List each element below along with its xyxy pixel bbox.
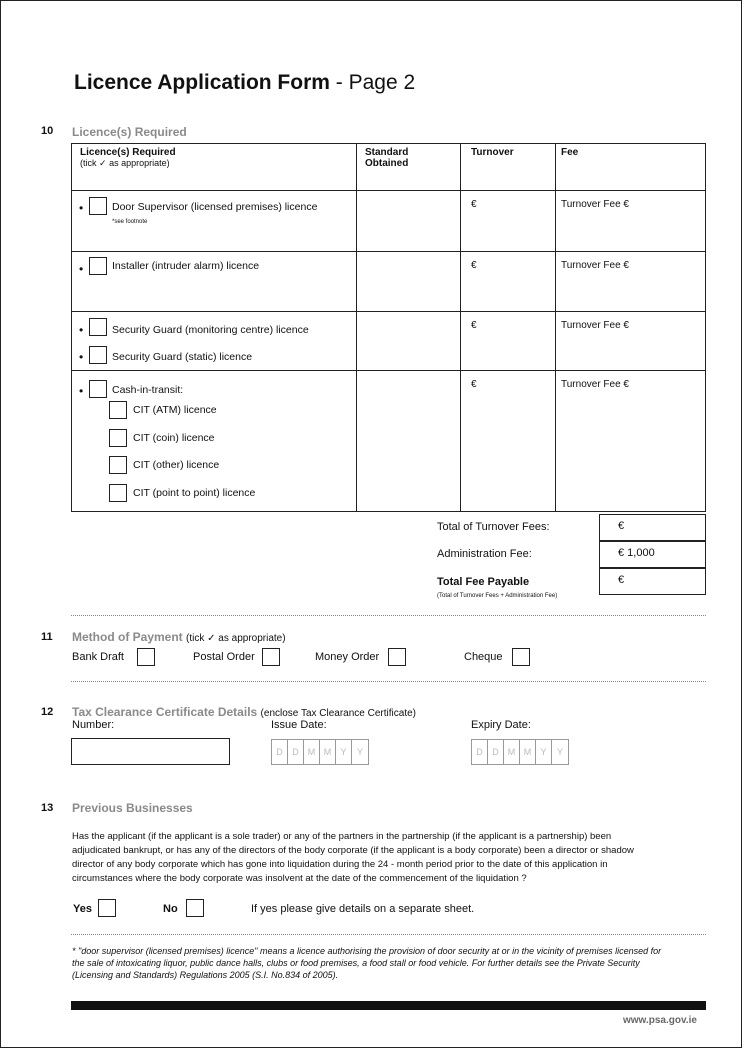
- money-order-checkbox[interactable]: [388, 648, 406, 666]
- installer-checkbox[interactable]: [89, 257, 107, 275]
- section-title: Previous Businesses: [72, 801, 193, 815]
- footer-bar: [71, 1001, 706, 1010]
- divider: [71, 934, 706, 935]
- divider: [71, 615, 706, 616]
- form-page: Licence Application Form - Page 2 10 Licence(s) Required Licence(s) Required (tick ✓ as appropriate) Standard Obtained Turnover Fee • Door Supervisor (licensed premises) licence *see footnote € Turnover Fee € • Installer (intruder alarm) licence € Turnover Fee € • Security Guard (monitoring centre) licence • Security Guard (static) licence € Turnover Fee € • Cash-in-transit: CIT (ATM) licence CIT (coin) licence CIT (other) licence CIT (point to point) licence € Turnover Fee € Total of Turnover Fees: € Administration Fee: € 1,000 Total Fee Payable € (Total of Turnover Fees + Administration Fee) 11 Method of Payment (tick ✓ as appropriate) Bank Draft Postal Order Money Order Cheque 12 Tax Clearance Certificate Details (enclose Tax Clearance Certificate) Number: Issue Date: D D M M Y Y Expiry Date: D D M M Y Y 13 Previous Businesses Has the applicant (if the applicant is a sole trader) or any of the partners in the partnership (if the applicant is a partnership) been adjudicated bankrupt, or has any of the directors of the body corporate (if the applicant is a body corporate) been a director or shadow director of any body corporate which has gone into liquidation during the 24 - month period prior to the date of this application in circumstances where the body corporate was insolvent at the date of the commencement of the liquidation ? Yes No If yes please give details on a separate sheet. * "door supervisor (licensed premises) licence" means a licence authorising the provision of door security at or in the vicinity of premises licensed for the sale of intoxicating liquor, public dance halls, clubs or food premises, a food stall or food vehicle. For further details see the Private Security (Licensing and Standards) Regulations 2005 (S.I. No.834 of 2005). www.psa.gov.ie: [0, 0, 742, 1048]
- postal-order-checkbox[interactable]: [262, 648, 280, 666]
- tax-number-input[interactable]: [71, 738, 230, 765]
- cit-coin-checkbox[interactable]: [109, 429, 127, 447]
- standard-cell[interactable]: [357, 191, 461, 252]
- col-header-licence-sub: (tick: [80, 158, 97, 168]
- tick-icon: ✓: [99, 158, 107, 168]
- section-title: Method of Payment (tick ✓ as appropriate): [72, 630, 286, 644]
- section-title: Tax Clearance Certificate Details (enclose Tax Clearance Certificate): [72, 705, 416, 719]
- section-number: 13: [41, 802, 54, 814]
- standard-cell[interactable]: [357, 371, 461, 512]
- table-row: • Installer (intruder alarm) licence € Turnover Fee €: [72, 252, 706, 312]
- footnote: * "door supervisor (licensed premises) licence" means a licence authorising the provision of door security at or in the vicinity of premises licensed for the sale of intoxicating liquor, public dance halls, clubs or food premises, a food stall or food vehicle. For further details see the Private Security (Licensing and Standards) Regulations 2005 (S.I. No.834 of 2005).: [72, 946, 662, 980]
- standard-cell[interactable]: [357, 252, 461, 312]
- total-fee-label: Total Fee Payable: [437, 576, 530, 588]
- col-header-turnover: Turnover: [471, 147, 514, 158]
- tick-icon: ✓: [204, 633, 219, 644]
- table-row: • Security Guard (monitoring centre) licence • Security Guard (static) licence € Turnover Fee €: [72, 312, 706, 371]
- no-checkbox[interactable]: [186, 899, 204, 917]
- col-header-fee: Fee: [561, 147, 579, 158]
- website-link[interactable]: www.psa.gov.ie: [623, 1015, 697, 1026]
- cheque-checkbox[interactable]: [512, 648, 530, 666]
- table-row: • Cash-in-transit: CIT (ATM) licence CIT (coin) licence CIT (other) licence CIT (point to point) licence € Turnover Fee €: [72, 371, 706, 512]
- licence-table: Licence(s) Required (tick ✓ as appropriate) Standard Obtained Turnover Fee • Door Supervisor (licensed premises) licence *see footnote € Turnover Fee € • Installer (intruder alarm) licence € Turnover Fee € • Security Guard (monitoring centre) licence • Security Guard (static) licence € Turnover Fee € • Cash-in-transit: CIT (ATM) licence CIT (coin) licence CIT (other) licence CIT (point to point) licence € Turnover Fee €: [71, 143, 706, 512]
- divider: [71, 681, 706, 682]
- previous-business-question: Has the applicant (if the applicant is a sole trader) or any of the partners in the partnership (if the applicant is a partnership) been adjudicated bankrupt, or has any of the directors of the body corporate (if the applicant is a body corporate) been a director or shadow director of any body corporate which has gone into liquidation during the 24 - month period prior to the date of this application in circumstances where the body corporate was insolvent at the date of the commencement of the liquidation ?: [72, 831, 634, 884]
- total-fee-note: (Total of Turnover Fees + Administration Fee): [437, 593, 558, 599]
- total-turnover-field[interactable]: €: [599, 514, 706, 541]
- security-guard-monitoring-checkbox[interactable]: [89, 318, 107, 336]
- section-number: 11: [41, 631, 53, 643]
- door-supervisor-checkbox[interactable]: [89, 197, 107, 215]
- cit-atm-checkbox[interactable]: [109, 401, 127, 419]
- standard-cell[interactable]: [357, 312, 461, 371]
- table-row: • Door Supervisor (licensed premises) licence *see footnote € Turnover Fee €: [72, 191, 706, 252]
- admin-fee-label: Administration Fee:: [437, 548, 532, 560]
- bank-draft-checkbox[interactable]: [137, 648, 155, 666]
- col-header-standard: Standard: [365, 147, 409, 158]
- total-turnover-label: Total of Turnover Fees:: [437, 521, 550, 533]
- section-title: Licence(s) Required: [72, 125, 187, 139]
- cit-point-to-point-checkbox[interactable]: [109, 484, 127, 502]
- section-number: 12: [41, 706, 54, 718]
- security-guard-static-checkbox[interactable]: [89, 346, 107, 364]
- total-fee-field[interactable]: €: [599, 568, 706, 595]
- col-header-licence: Licence(s) Required: [80, 147, 176, 158]
- yes-checkbox[interactable]: [98, 899, 116, 917]
- section-number: 10: [41, 125, 54, 137]
- expiry-date-field[interactable]: D D M M Y Y: [471, 739, 569, 765]
- page-title: Licence Application Form - Page 2: [74, 71, 416, 94]
- admin-fee-field: € 1,000: [599, 541, 706, 568]
- cit-other-checkbox[interactable]: [109, 456, 127, 474]
- cash-in-transit-checkbox[interactable]: [89, 380, 107, 398]
- issue-date-field[interactable]: D D M M Y Y: [271, 739, 369, 765]
